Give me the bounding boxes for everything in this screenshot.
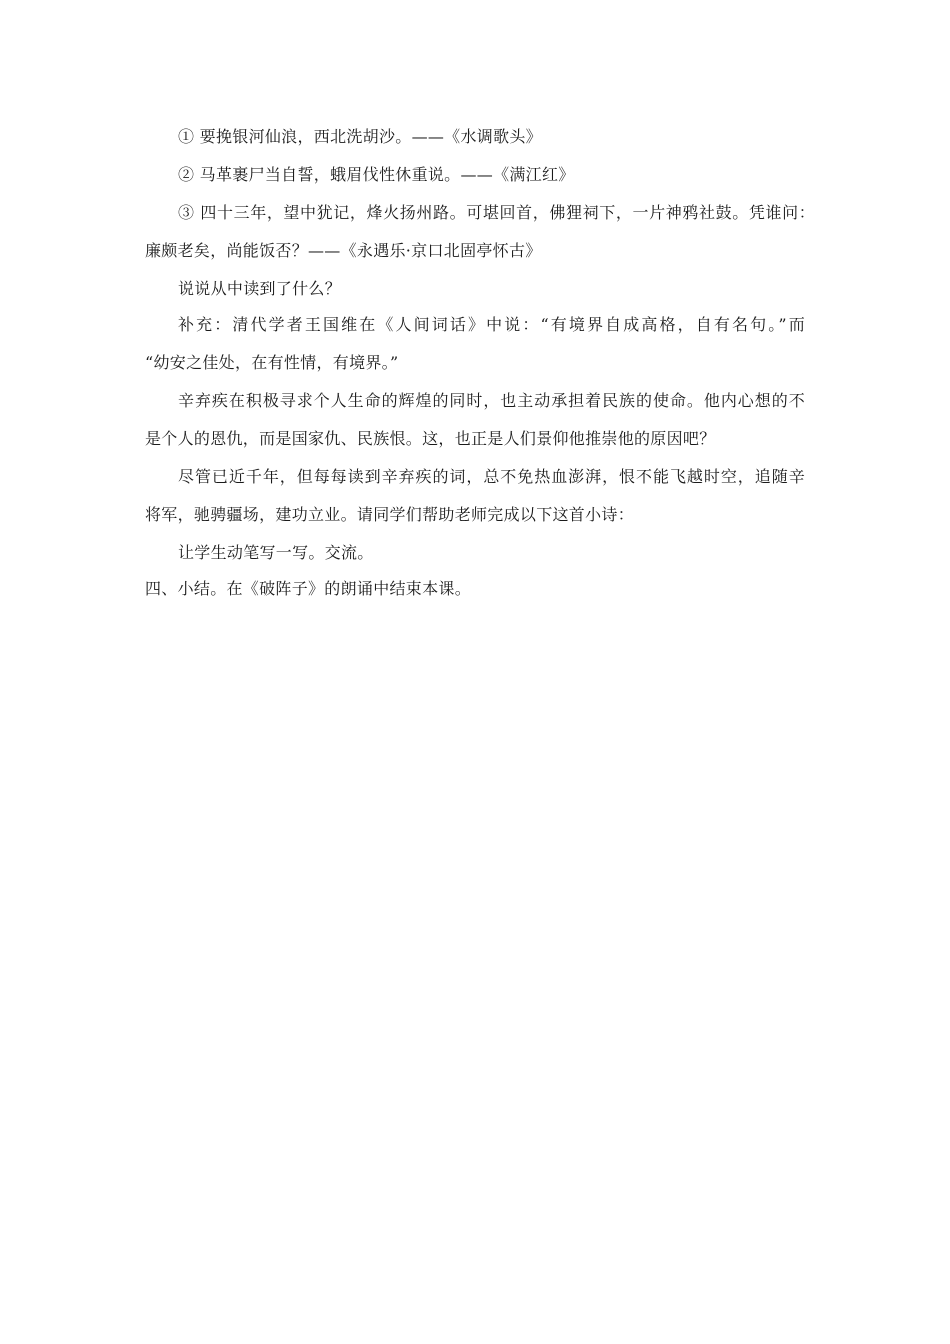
quote-line-2: ② 马革裹尸当自誓，蛾眉伐性休重说。——《满江红》 [178, 165, 575, 184]
supplement-line-continued: “幼安之佳处，在有性情，有境界。” [145, 353, 399, 372]
paragraph-1-line-1: 辛弃疾在积极寻求个人生命的辉煌的同时，也主动承担着民族的使命。他内心想的不 [178, 391, 805, 410]
paragraph-1-line-2: 是个人的恩仇，而是国家仇、民族恨。这，也正是人们景仰他推崇他的原因吧？ [145, 429, 716, 448]
paragraph-2-line-1: 尽管已近千年，但每每读到辛弃疾的词，总不免热血澎湃，恨不能飞越时空，追随辛 [178, 467, 805, 486]
quote-line-1: ① 要挽银河仙浪，西北洗胡沙。——《水调歌头》 [178, 127, 542, 146]
paragraph-2-line-2: 将军，驰骋疆场，建功立业。请同学们帮助老师完成以下这首小诗： [145, 505, 635, 524]
summary-line: 四、小结。在《破阵子》的朗诵中结束本课。 [145, 579, 472, 598]
quote-line-3: ③ 四十三年，望中犹记，烽火扬州路。可堪回首，佛狸祠下，一片神鸦社鼓。凭谁问： [178, 203, 815, 222]
activity-line: 让学生动笔写一写。交流。 [178, 543, 374, 562]
supplement-line: 补充：清代学者王国维在《人间词话》中说：“有境界自成高格，自有名句。”而 [178, 315, 805, 334]
question-line: 说说从中读到了什么？ [178, 279, 342, 298]
quote-line-3-continued: 廉颇老矣，尚能饭否？——《永遇乐·京口北固亭怀古》 [145, 241, 542, 260]
